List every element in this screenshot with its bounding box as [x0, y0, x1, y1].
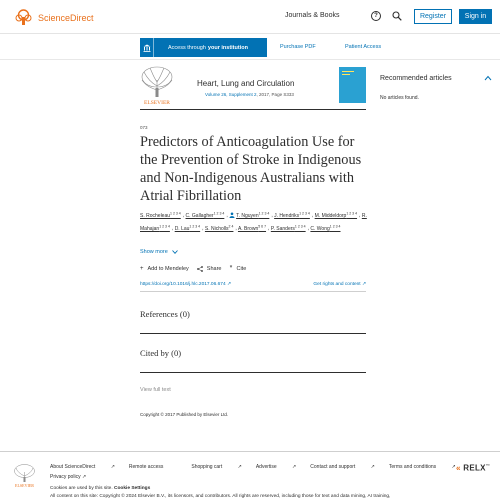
- chevron-down-icon: [172, 250, 178, 254]
- relx-text: RELX: [463, 463, 486, 473]
- help-icon[interactable]: ?: [371, 11, 381, 21]
- author-link[interactable]: [315, 213, 357, 219]
- footer-link-about[interactable]: About ScienceDirect ↗: [50, 464, 115, 470]
- elsevier-logo-text: ELSEVIER: [144, 100, 170, 106]
- plus-icon: +: [140, 266, 144, 272]
- share-label: Share: [206, 266, 222, 272]
- sciencedirect-logo[interactable]: [14, 9, 94, 26]
- recommended-articles-title: Recommended articles: [380, 75, 452, 82]
- author-link[interactable]: [186, 213, 225, 219]
- add-to-mendeley-button[interactable]: [140, 266, 189, 272]
- relx-logo[interactable]: « RELX™: [456, 463, 491, 473]
- footer-link-contact[interactable]: Contact and support ↗: [310, 464, 375, 470]
- footer: [0, 451, 500, 500]
- author-link[interactable]: [229, 213, 269, 219]
- elsevier-tree-icon: [14, 9, 33, 26]
- rights-link[interactable]: [313, 282, 366, 287]
- institution-icon: [140, 38, 154, 57]
- footer-rights: All content on this site: Copyright © 2024 Elsevier B.V., its licensors, and contributors. All rights are reserved, including those for text and data mining, AI training,: [50, 494, 391, 499]
- elsevier-logo[interactable]: [140, 66, 174, 106]
- access-bold: your institution: [207, 44, 248, 51]
- author-link[interactable]: [310, 226, 340, 232]
- author-link[interactable]: [238, 226, 266, 232]
- recommended-empty-text: No articles found.: [380, 95, 419, 101]
- author-affiliations: 2 4: [228, 224, 234, 229]
- author-name: S. Nicholls: [204, 225, 229, 232]
- author-affiliations: 1 2 3 4: [299, 211, 310, 215]
- author-name: R. Mahajan: [140, 212, 367, 232]
- footer-link-advertise[interactable]: Advertise ↗: [255, 464, 297, 470]
- references-divider: [140, 333, 366, 334]
- author-name: M. Middeldorp: [314, 212, 347, 219]
- cited-by-divider: [140, 372, 366, 373]
- cookie-settings-link[interactable]: Cookie Settings: [114, 486, 151, 491]
- footer-links: [50, 464, 470, 470]
- show-more-button[interactable]: [140, 249, 178, 255]
- doi-link[interactable]: [140, 282, 231, 287]
- cite-label: Cite: [236, 266, 247, 272]
- author-link[interactable]: [271, 226, 306, 232]
- author-name: T. Nguyen: [236, 212, 259, 219]
- journal-divider: [140, 109, 366, 110]
- references-heading: References (0): [140, 309, 190, 319]
- register-button[interactable]: Register: [414, 9, 452, 24]
- article-toolbar: [0, 36, 500, 60]
- author-name: J. Hendriks: [274, 212, 300, 219]
- footer-link-terms[interactable]: Terms and conditions ↗: [388, 464, 456, 470]
- external-link-icon: ↗: [226, 282, 231, 287]
- share-icon: [197, 266, 203, 272]
- author-list: S. Rocheleau$^{1 2 3 4}$ , C. Gallagher$^{1 2 3 4}$ , T. Nguyen$^{1 2 3 4}$ , J. Hendriks$^{1 2 3 4}$ , M. Middeldorp$^{1 2 3 4}$ , R. Mahajan$^{1 2 3 4}$ , D. Lau$^{1 2 3 4}$ , S. Nicholls$^{2 4}$ , A. Brown$^{5 6 7}$ , P. Sanders$^{1 2 3 4}$ , C. Wong$^{1 2 3 4}$: [140, 211, 367, 232]
- author-link[interactable]: [205, 226, 234, 232]
- cookie-notice: [50, 486, 150, 491]
- relx-symbol-icon: «: [456, 463, 461, 473]
- sign-in-button[interactable]: Sign in: [459, 9, 492, 24]
- patient-access-link[interactable]: Patient Access: [345, 44, 382, 50]
- view-full-text-link[interactable]: View full text: [140, 387, 171, 393]
- author-affiliations: 5 6 7: [258, 224, 267, 229]
- logo-text: ScienceDirect: [38, 12, 94, 23]
- author-affiliations: 1 2 3 4: [213, 211, 225, 215]
- journals-books-link[interactable]: Journals & Books: [285, 12, 340, 19]
- cited-by-heading: Cited by (0): [140, 348, 182, 358]
- footer-link-privacy[interactable]: Privacy policy ↗: [50, 474, 87, 480]
- author-name: A. Brown: [237, 225, 259, 232]
- elsevier-footer-logo[interactable]: [13, 464, 36, 488]
- author-name: P. Sanders: [270, 225, 295, 232]
- access-prefix: Access through: [168, 44, 206, 51]
- access-institution-button[interactable]: [140, 38, 267, 57]
- author-affiliations: 1 2 3 4: [170, 211, 181, 215]
- volume-rest: , 2017, Page S333: [256, 92, 294, 97]
- search-icon[interactable]: [392, 11, 402, 21]
- rights-text: Get rights and content: [313, 282, 361, 287]
- chevron-up-icon[interactable]: [484, 75, 492, 81]
- article-type: 073: [140, 125, 148, 130]
- top-header: [0, 0, 500, 34]
- article-actions: [140, 266, 254, 272]
- footer-logo-text: ELSEVIER: [15, 483, 34, 488]
- author-name: C. Gallagher: [185, 212, 214, 219]
- volume-link[interactable]: Volume 26, Supplement 2: [205, 92, 257, 97]
- journal-volume: [205, 92, 294, 97]
- article-copyright: Copyright © 2017 Published by Elsevier Ltd.: [140, 412, 229, 417]
- person-icon: [229, 212, 235, 218]
- journal-title[interactable]: Heart, Lung and Circulation: [197, 79, 295, 88]
- author-name: C. Wong: [310, 225, 330, 232]
- author-link[interactable]: [140, 213, 181, 219]
- quote-icon: ”: [229, 266, 233, 272]
- author-affiliations: 1 2 3 4: [159, 224, 170, 229]
- author-affiliations: 1 2 3 4: [346, 211, 358, 215]
- author-link[interactable]: [175, 226, 200, 232]
- author-name: S. Rocheleau: [140, 212, 171, 219]
- journal-cover-image[interactable]: [339, 67, 366, 103]
- author-affiliations: 1 2 3 4: [258, 211, 270, 215]
- author-link[interactable]: [274, 213, 310, 219]
- add-to-mendeley-label: Add to Mendeley: [147, 266, 189, 272]
- doi-divider: [140, 291, 366, 292]
- show-more-label: Show more: [140, 249, 168, 255]
- purchase-pdf-link[interactable]: Purchase PDF: [280, 44, 316, 50]
- author-affiliations: 1 2 3 4: [294, 224, 306, 229]
- footer-link-remote-access[interactable]: Remote access: [128, 464, 164, 470]
- author-affiliations: 1 2 3 4: [189, 224, 201, 229]
- cite-button[interactable]: [229, 266, 246, 272]
- doi-row: [140, 282, 366, 287]
- doi-text: https://doi.org/10.1016/j.hlc.2017.06.674: [140, 282, 226, 287]
- article-title: Predictors of Anticoagulation Use for the Prevention of Stroke in Indigenous and Non-Indigenous Australians with Atrial Fibrillation: [140, 134, 362, 204]
- author-affiliations: 1 2 3 4: [329, 224, 341, 229]
- footer-link-shopping-cart[interactable]: Shopping cart ↗: [191, 464, 242, 470]
- external-link-icon: ↗: [361, 282, 366, 287]
- author-name: D. Lau: [174, 225, 190, 232]
- cookie-text: Cookies are used by this site.: [50, 486, 113, 491]
- share-button[interactable]: [197, 266, 222, 272]
